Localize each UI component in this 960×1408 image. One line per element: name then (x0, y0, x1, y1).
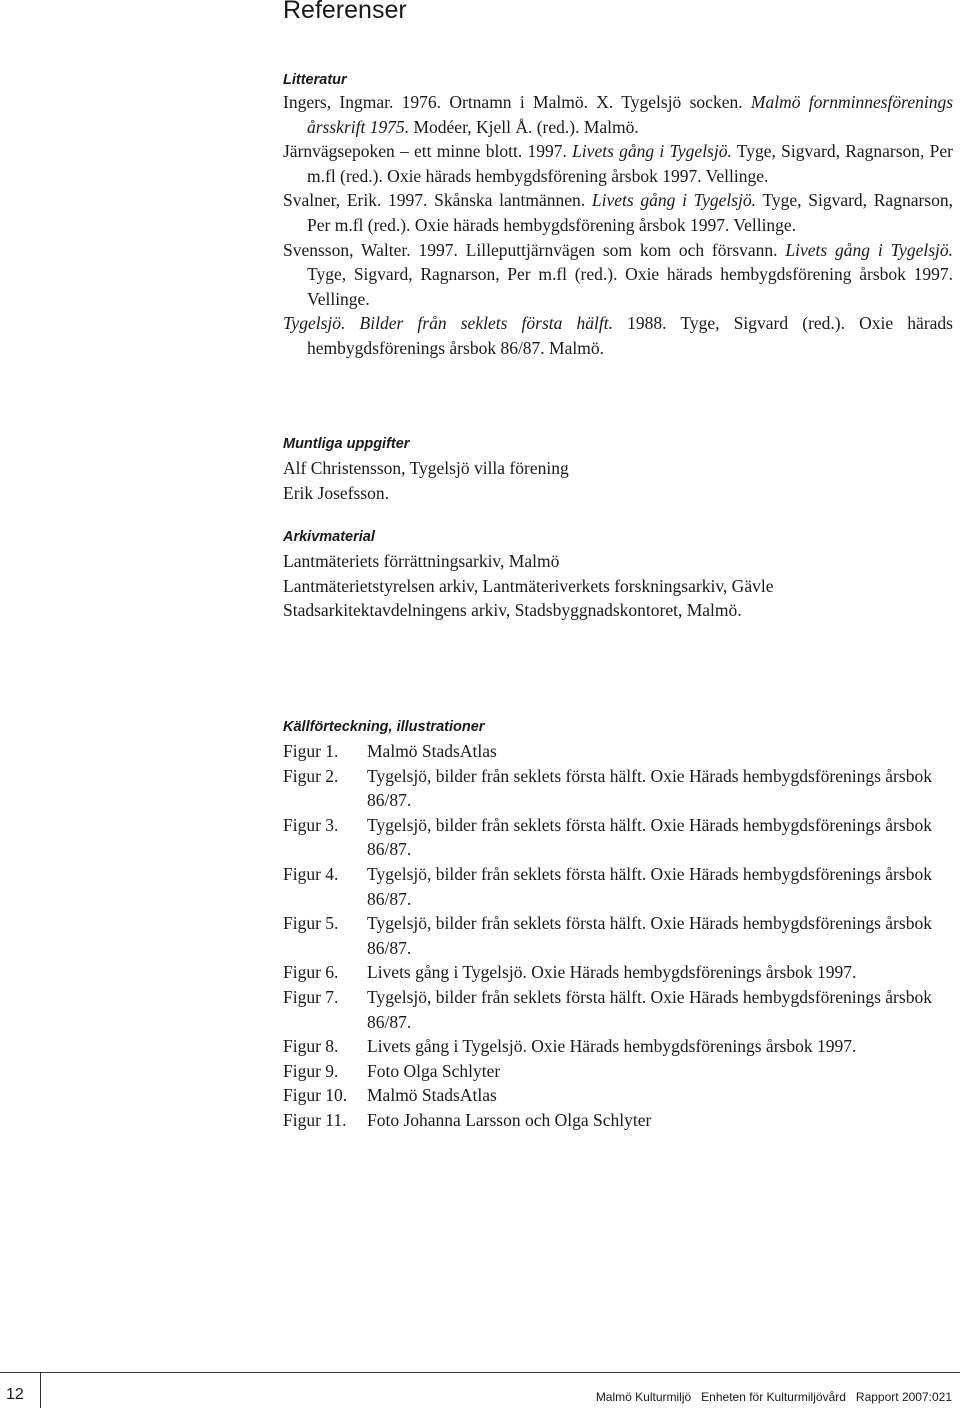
footer-report-id: Rapport 2007:021 (855, 1390, 952, 1404)
figure-source: Livets gång i Tygelsjö. Oxie Härads hembygdsförenings årsbok 1997. (367, 962, 857, 983)
figure-item (283, 813, 958, 862)
figure-item (283, 911, 958, 960)
figure-source: Tygelsjö, bilder från seklets första hälft. Oxie Härads hembygdsförenings årsbok 86/87. (367, 814, 932, 860)
figure-item (283, 739, 958, 764)
figure-source: Tygelsjö, bilder från seklets första hälft. Oxie Härads hembygdsförenings årsbok 86/87. (367, 986, 932, 1032)
figure-label: Figur 1. (283, 741, 339, 761)
archive-item: Stadsarkitektavdelningens arkiv, Stadsbyggnadskontoret, Malmö. (283, 600, 742, 621)
figure-item (283, 1083, 958, 1108)
footer-divider (0, 1372, 960, 1373)
literature-heading: Litteratur (283, 72, 347, 88)
figure-label: Figur 7. (283, 986, 339, 1007)
reference-item: Svensson, Walter. 1997. Lilleputtjärnvägen som kom och försvann. Livets gång i Tygelsjö. Tyge, Sigvard, Ragnarson, Per m.fl (red.). Oxie härads hembygdsförening årsbok 1997. Vellinge. (283, 239, 954, 309)
figure-source: Malmö StadsAtlas (367, 741, 497, 761)
figure-item (283, 862, 958, 911)
figure-label: Figur 4. (283, 863, 339, 884)
page-number: 12 (6, 1386, 24, 1403)
reference-item: Järnvägsepoken – ett minne blott. 1997. Livets gång i Tygelsjö. Tyge, Sigvard, Ragnarson, Per m.fl (red.). Oxie härads hembygdsförening årsbok 1997. Vellinge. (283, 141, 954, 186)
figure-item (283, 764, 958, 813)
reference-item: Tygelsjö. Bilder från seklets första hälft. 1988. Tyge, Sigvard (red.). Oxie härads hembygdsförenings årsbok 86/87. Malmö. (283, 313, 953, 358)
illustrations-heading: Källförteckning, illustrationer (283, 719, 485, 735)
page-title: Referenser (283, 0, 407, 24)
figure-source: Malmö StadsAtlas (367, 1085, 497, 1106)
figure-label: Figur 3. (283, 814, 339, 835)
footer-publisher (586, 1390, 952, 1404)
oral-sources-heading: Muntliga uppgifter (283, 436, 410, 452)
figure-item (283, 1034, 958, 1059)
figure-source: Foto Johanna Larsson och Olga Schlyter (367, 1109, 652, 1130)
figure-label: Figur 11. (283, 1109, 347, 1130)
archive-item: Lantmäteriets förrättningsarkiv, Malmö (283, 551, 560, 571)
figure-item (283, 960, 958, 985)
figure-source: Tygelsjö, bilder från seklets första hälft. Oxie Härads hembygdsförenings årsbok 86/87. (367, 863, 932, 909)
footer-page-divider (40, 1372, 41, 1408)
archive-item: Lantmäterietstyrelsen arkiv, Lantmäteriverkets forskningsarkiv, Gävle (283, 575, 774, 596)
figure-label: Figur 9. (283, 1060, 339, 1081)
literature-list (283, 90, 953, 361)
figure-item (283, 985, 958, 1034)
reference-item: Svalner, Erik. 1997. Skånska lantmännen. Livets gång i Tygelsjö. Tyge, Sigvard, Ragnarson, Per m.fl (red.). Oxie härads hembygdsförening årsbok 1997. Vellinge. (283, 190, 953, 235)
figure-label: Figur 5. (283, 913, 339, 934)
figure-item (283, 1108, 958, 1133)
oral-source-item: Alf Christensson, Tygelsjö villa förening (283, 458, 569, 478)
figure-label: Figur 2. (283, 765, 339, 786)
figure-label: Figur 6. (283, 962, 339, 983)
oral-source-item: Erik Josefsson. (283, 482, 389, 503)
reference-item: Ingers, Ingmar. 1976. Ortnamn i Malmö. X. Tygelsjö socken. Malmö fornminnesförenings årsskrift 1975. Modéer, Kjell Å. (red.). Malmö. (283, 92, 954, 137)
figure-source: Tygelsjö, bilder från seklets första hälft. Oxie Härads hembygdsförenings årsbok 86/87. (367, 913, 932, 958)
oral-sources-list (283, 456, 953, 505)
footer-unit: Enheten för Kulturmiljövård (701, 1390, 846, 1404)
figure-label: Figur 8. (283, 1036, 339, 1057)
figure-source: Foto Olga Schlyter (367, 1060, 501, 1081)
archive-heading: Arkivmaterial (283, 529, 375, 545)
illustrations-list (283, 739, 958, 1133)
figure-item (283, 1059, 958, 1084)
figure-source: Livets gång i Tygelsjö. Oxie Härads hembygdsförenings årsbok 1997. (367, 1036, 857, 1057)
figure-label: Figur 10. (283, 1085, 348, 1106)
figure-source: Tygelsjö, bilder från seklets första hälft. Oxie Härads hembygdsförenings årsbok 86/87. (367, 765, 932, 811)
footer-organization: Malmö Kulturmiljö (595, 1390, 692, 1404)
archive-list (283, 549, 953, 623)
